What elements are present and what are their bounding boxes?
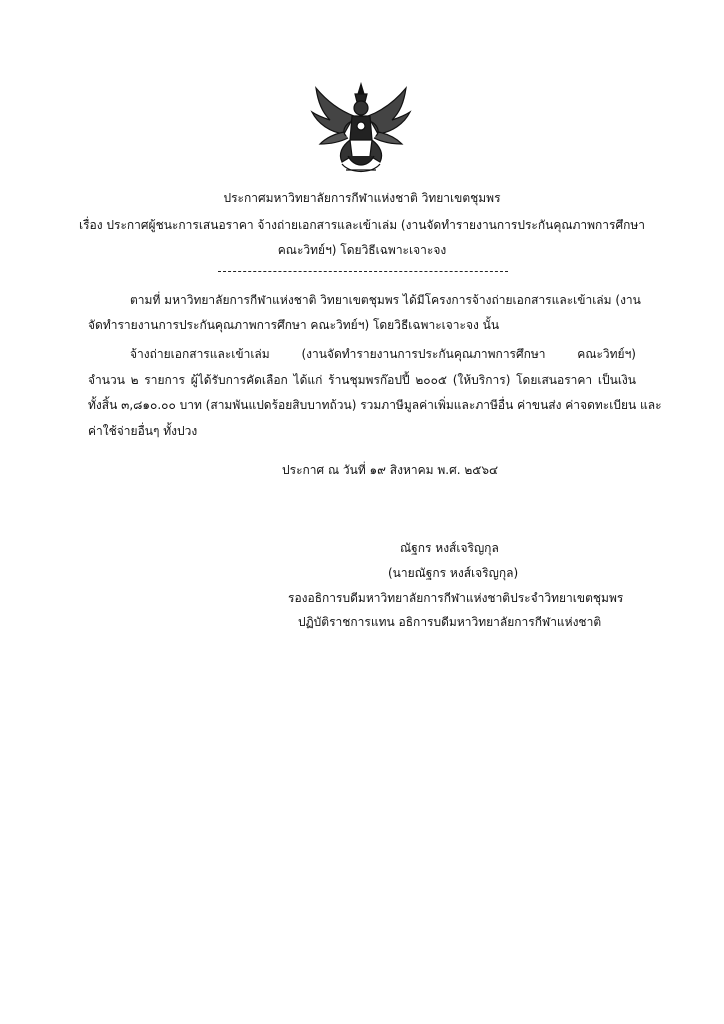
announcement-date: ประกาศ ณ วันที่ ๑๙ สิงหาคม พ.ศ. ๒๕๖๔: [282, 463, 499, 477]
para1-line1: ตามที่ มหาวิทยาลัยการกีฬาแห่งชาติ วิทยาเขตชุมพร ได้มีโครงการจ้างถ่ายเอกสารและเข้าเล่ม (งาน: [130, 293, 641, 307]
announcement-title: ประกาศมหาวิทยาลัยการกีฬาแห่งชาติ วิทยาเขตชุมพร: [223, 191, 501, 205]
signer-position-2: ปฏิบัติราชการแทน อธิการบดีมหาวิทยาลัยการกีฬาแห่งชาติ: [298, 615, 602, 629]
subject-line-1: เรื่อง ประกาศผู้ชนะการเสนอราคา จ้างถ่ายเอกสารและเข้าเล่ม (งานจัดทำรายงานการประกันคุณภาพการศึกษา: [78, 218, 646, 232]
para1-line2: จัดทำรายงานการประกันคุณภาพการศึกษา คณะวิทย์ฯ) โดยวิธีเฉพาะเจาะจง นั้น: [88, 318, 500, 332]
signer-position-1: รองอธิการบดีมหาวิทยาลัยการกีฬาแห่งชาติประจำวิทยาเขตชุมพร: [288, 591, 624, 605]
para2-line2: จำนวน ๒ รายการ ผู้ได้รับการคัดเลือก ได้แก่ ร้านชุมพรก๊อปปี้ ๒๐๐๕ (ให้บริการ) โดยเสนอราคา เป็นเงิน: [88, 373, 636, 387]
subject-line-2: คณะวิทย์ฯ) โดยวิธีเฉพาะเจาะจง: [277, 243, 447, 257]
signer-signature: ณัฐกร หงส์เจริญกุล: [400, 541, 499, 555]
para2-line4: ค่าใช้จ่ายอื่นๆ ทั้งปวง: [88, 424, 198, 438]
garuda-emblem-icon: [308, 82, 414, 178]
para2-line3: ทั้งสิ้น ๓,๘๑๐.๐๐ บาท (สามพันแปดร้อยสิบบาทถ้วน) รวมภาษีมูลค่าเพิ่มและภาษีอื่น ค่าขนส่ง ค่าจดทะเบียน และ: [88, 398, 662, 412]
signer-name: (นายณัฐกร หงส์เจริญกุล): [388, 566, 519, 580]
para2-line1: จ้างถ่ายเอกสารและเข้าเล่ม (งานจัดทำรายงานการประกันคุณภาพการศึกษา คณะวิทย์ฯ): [130, 347, 636, 361]
separator-line: [218, 271, 508, 272]
